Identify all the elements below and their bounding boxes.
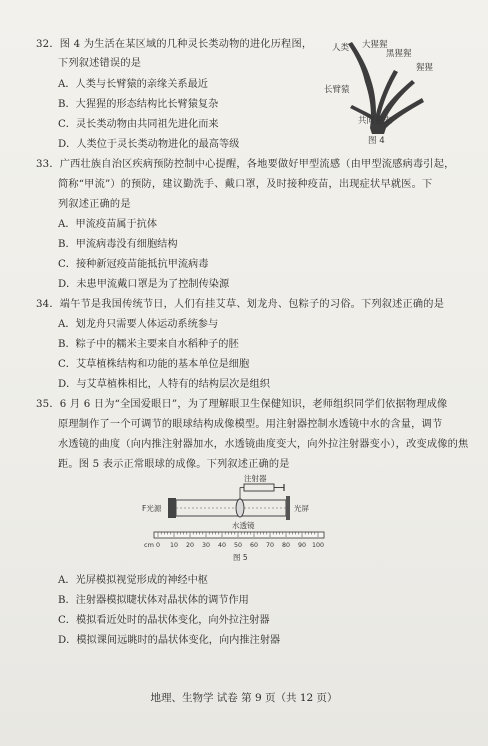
q33-stem-line-1: 33．广西壮族自治区疾病预防控制中心提醒，各地要做好甲型流感（由甲型流感病毒引起，	[36, 159, 455, 170]
q33-option-d: D．未患甲流戴口罩是为了控制传染源	[58, 279, 230, 290]
fig5-label-f-light-source: F光源	[142, 504, 162, 513]
q33-option-a: A．甲流疫苗属于抗体	[58, 219, 158, 230]
ruler-tick-label: 30	[201, 542, 211, 549]
page-footer: 地理、生物学 试卷 第 9 页（共 12 页）	[150, 692, 338, 704]
fig4-label-gibbon: 长臂猿	[324, 85, 350, 95]
q33-stem-line-2: 简称“甲流”）的预防，建议勤洗手、戴口罩，及时接种疫苗，出现症状早就医。下	[58, 179, 433, 190]
ruler-tick-label: 80	[281, 542, 291, 549]
q34-stem-line-1: 34．端午节是我国传统节日，人们有挂艾草、划龙舟、包粽子的习俗。下列叙述正确的是	[36, 299, 445, 310]
q35-option-c: C．模拟看近处时的晶状体变化，向外拉注射器	[58, 615, 270, 626]
ruler-tick-label: 70	[265, 542, 275, 549]
q35-stem-line-1: 35．6 月 6 日为“全国爱眼日”，为了理解眼卫生保健知识，老师组织同学们依据物理成像	[36, 399, 448, 410]
optical-bench	[154, 532, 324, 538]
q35-stem-line-2: 原理制作了一个可调节的眼球结构成像模型。用注射器控制水透镜中水的含量，调节	[58, 419, 443, 430]
fig5-caption: 图 5	[233, 553, 248, 562]
fig5-label-syringe: 注射器	[244, 474, 267, 483]
q34-option-b: B．粽子中的糯米主要来自水稻种子的胚	[58, 339, 239, 350]
fig4-caption: 图 4	[368, 136, 385, 146]
fig4-label-human: 人类	[332, 43, 350, 53]
q33-option-b: B．甲流病毒没有细胞结构	[58, 239, 178, 250]
ruler-tick-label: 10	[169, 542, 179, 549]
figure-4-evolution-tree	[322, 30, 452, 148]
light-screen	[286, 496, 290, 520]
q35-stem-line-3: 水透镜的曲度（向内推注射器加水，水透镜曲度变大，向外拉注射器变小），改变成像的焦	[58, 439, 469, 450]
q32-stem-line-2: 下列叙述错误的是	[58, 58, 142, 69]
q33-option-c: C．接种新冠疫苗能抵抗甲流病毒	[58, 259, 209, 270]
fig5-unit: cm	[144, 541, 154, 549]
q34-option-d: D．与艾草植株相比，人特有的结构层次是组织	[58, 379, 270, 390]
q35-stem-line-4: 距。图 5 表示正常眼球的成像。下列叙述正确的是	[58, 459, 290, 470]
fig4-label-gorilla: 大猩猩	[362, 40, 388, 50]
q32-option-c: C．灵长类动物由共同祖先进化而来	[58, 119, 219, 130]
fig4-label-orangutan: 猩猩	[416, 63, 434, 73]
ruler-tick-label: 90	[297, 542, 307, 549]
q35-option-a: A．光屏模拟视觉形成的神经中枢	[58, 575, 208, 586]
q32-option-a: A．人类与长臂猿的亲缘关系最近	[58, 79, 208, 90]
syringe-barrel	[244, 484, 274, 491]
ruler-tick-label: 40	[217, 542, 227, 549]
fig5-label-light-screen: 光屏	[294, 504, 309, 513]
q35-option-d: D．模拟课间远眺时的晶状体变化，向内推注射器	[58, 635, 281, 646]
ruler-tick-labels	[156, 542, 324, 549]
q32-option-d: D．人类位于灵长类动物进化的最高等级	[58, 139, 240, 150]
fig5-label-water-lens: 水透镜	[232, 521, 255, 530]
q33-stem-line-3: 列叙述正确的是	[58, 199, 131, 210]
q34-option-c: C．艾草植株结构和功能的基本单位是细胞	[58, 359, 250, 370]
ruler-tick-label: 60	[249, 542, 259, 549]
q35-option-b: B．注射器模拟睫状体对晶状体的调节作用	[58, 595, 249, 606]
ruler-tick-label: 100	[311, 542, 325, 549]
water-lens	[236, 499, 244, 517]
figure-5-eye-model	[140, 474, 340, 562]
ruler-tick-label: 20	[185, 542, 195, 549]
fig4-label-common-ancestor: 共同祖先	[358, 116, 393, 126]
q32-stem-line-1: 32．图 4 为生活在某区域的几种灵长类动物的进化历程图，	[36, 39, 313, 50]
q32-option-b: B．大猩猩的形态结构比长臂猿复杂	[58, 99, 219, 110]
ruler-tick-label: 0	[155, 542, 161, 549]
ruler-tick-label: 50	[233, 542, 243, 549]
fig4-label-chimpanzee: 黑猩猩	[386, 49, 412, 59]
light-source	[168, 498, 176, 518]
q34-option-a: A．划龙舟只需要人体运动系统参与	[58, 319, 219, 330]
